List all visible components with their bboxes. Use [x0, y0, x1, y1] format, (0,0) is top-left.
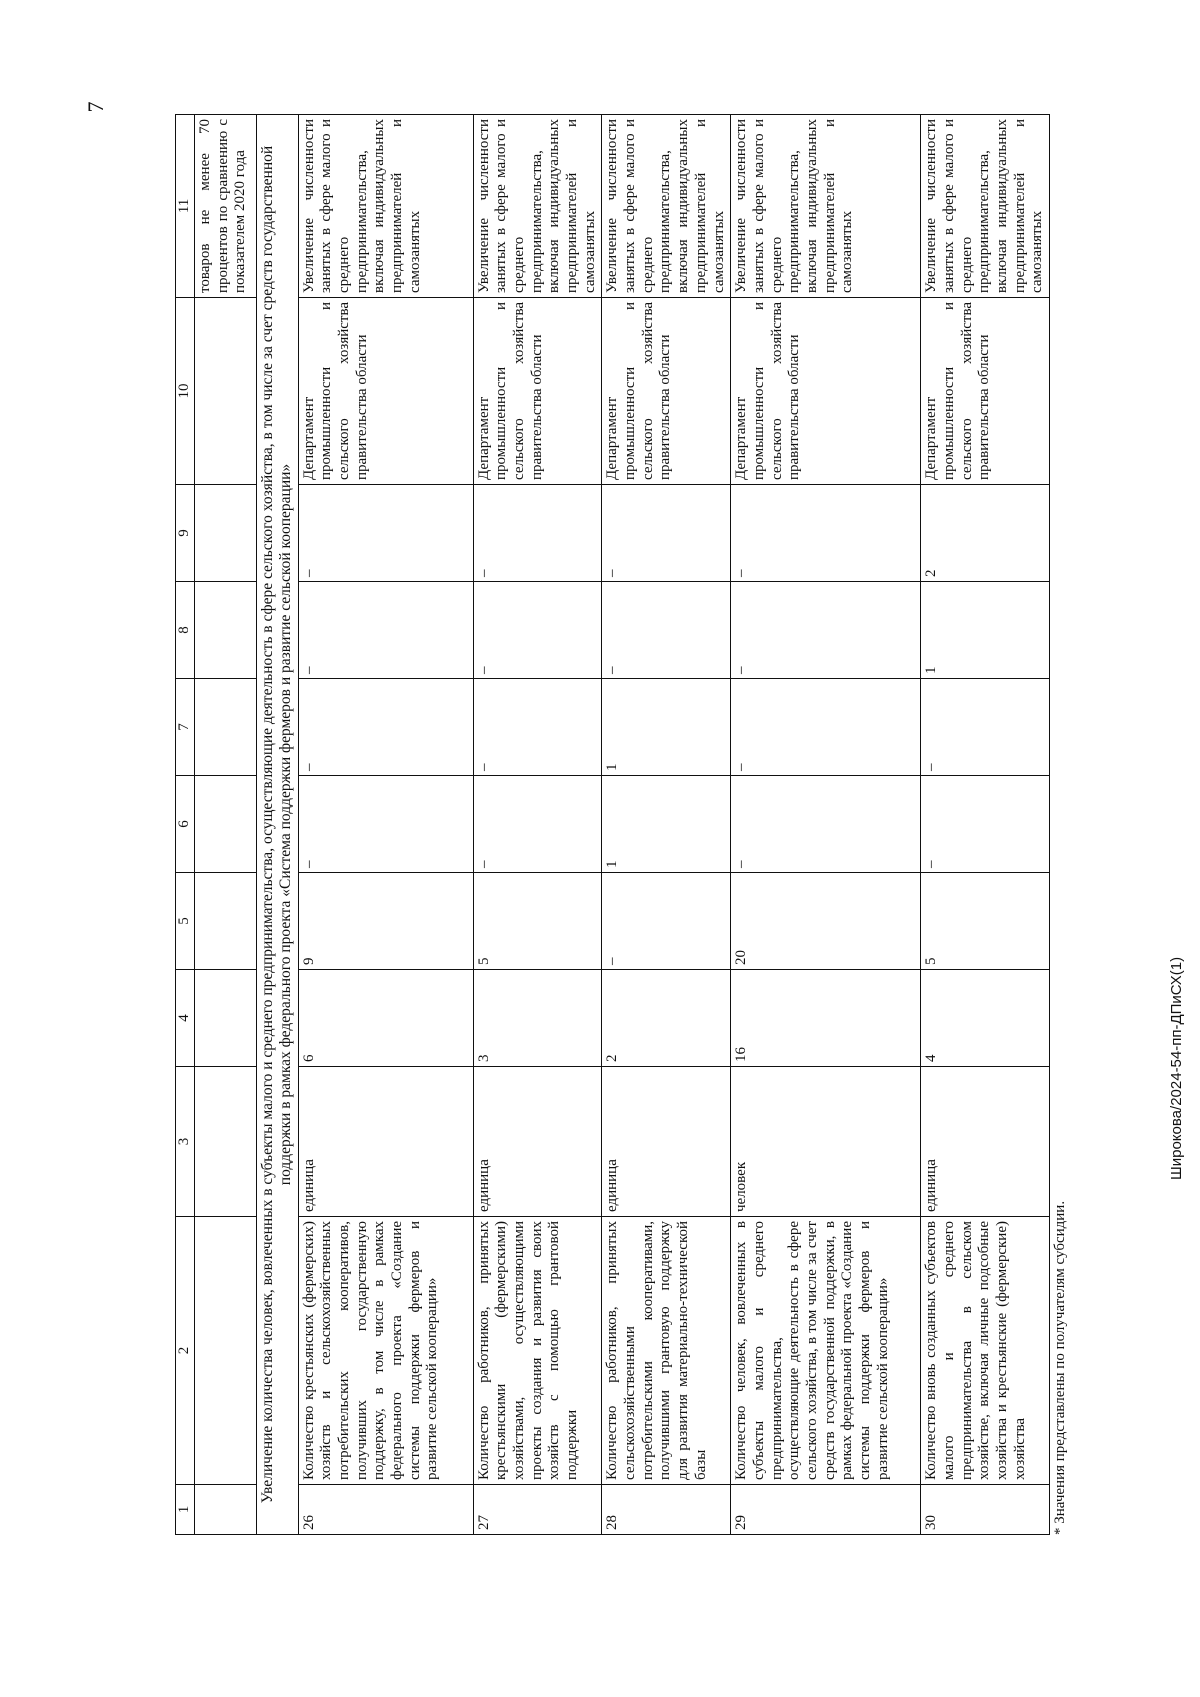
expected-result: Увеличение численности занятых в сфере малого и среднего предпринимательства, включая индивидуальных предпринимателей и самозанятых — [298, 115, 473, 298]
value-col9: – — [298, 485, 473, 582]
value-col5: 20 — [731, 873, 921, 970]
value-col5: 5 — [473, 873, 602, 970]
table-row — [602, 115, 731, 1535]
unit: единица — [602, 1067, 731, 1217]
value-col7: – — [473, 679, 602, 776]
value-col6: – — [921, 776, 1050, 873]
value-col7: – — [731, 679, 921, 776]
value-col6: – — [731, 776, 921, 873]
value-col8: – — [731, 582, 921, 679]
value-col8: – — [602, 582, 731, 679]
rotated-table-area — [175, 115, 1075, 1535]
page-number: 7 — [83, 101, 108, 113]
value-col6: – — [298, 776, 473, 873]
row-number: 26 — [298, 1485, 473, 1535]
value-col7: 1 — [602, 679, 731, 776]
carryover-text: товаров не менее 70 процентов по сравнению с показателем 2020 года — [195, 115, 257, 298]
indicator-name: Количество человек, вовлеченных в субъекты малого и среднего предпринимательства, осуществляющие деятельность в сфере сельского хозяйства, в том числе за счет средств государственной поддержки, в рамках федеральной проекта «Создание системы поддержки фермеров и развитие сельской кооперации» — [731, 1217, 921, 1485]
value-col9: – — [731, 485, 921, 582]
footnote: * Значения представлены по получателям субсидии. — [1052, 1200, 1068, 1535]
section-title-row — [257, 115, 299, 1535]
value-col5: 5 — [921, 873, 1050, 970]
unit: единица — [921, 1067, 1050, 1217]
value-col4: 4 — [921, 970, 1050, 1067]
row-number: 28 — [602, 1485, 731, 1535]
indicators-table — [175, 114, 1050, 1535]
value-col9: – — [473, 485, 602, 582]
col-number: 4 — [176, 970, 195, 1067]
section-title: Увеличение количества человек, вовлеченных в субъекты малого и среднего предпринимательства, осуществляющие деятельность в сфере сельского хозяйства, в том числе за счет средств государственной поддержки в рамках федерального проекта «Система поддержки фермеров и развитие сельской кооперации» — [257, 115, 299, 1535]
value-col4: 16 — [731, 970, 921, 1067]
expected-result: Увеличение численности занятых в сфере малого и среднего предпринимательства, включая индивидуальных предпринимателей и самозанятых — [473, 115, 602, 298]
value-col9: – — [602, 485, 731, 582]
responsible-body: Департамент промышленности и сельского хозяйства правительства области — [731, 298, 921, 485]
table-row — [298, 115, 473, 1535]
col-number: 10 — [176, 298, 195, 485]
value-col5: 9 — [298, 873, 473, 970]
col-number: 2 — [176, 1217, 195, 1485]
value-col7: – — [921, 679, 1050, 776]
table-row — [731, 115, 921, 1535]
row-number: 29 — [731, 1485, 921, 1535]
unit: единица — [298, 1067, 473, 1217]
indicator-name: Количество работников, принятых сельскохозяйственными потребительскими кооперативами, получившими грантовую поддержку для развития материально-технической базы — [602, 1217, 731, 1485]
expected-result: Увеличение численности занятых в сфере малого и среднего предпринимательства, включая индивидуальных предпринимателей и самозанятых — [731, 115, 921, 298]
expected-result: Увеличение численности занятых в сфере малого и среднего предпринимательства, включая индивидуальных предпринимателей и самозанятых — [921, 115, 1050, 298]
indicator-name: Количество крестьянских (фермерских) хозяйств и сельскохозяйственных потребительских кооперативов, получивших государственную поддержку, в том числе в рамках федерального проекта «Создание системы поддержки фермеров и развитие сельской кооперации» — [298, 1217, 473, 1485]
value-col4: 2 — [602, 970, 731, 1067]
value-col7: – — [298, 679, 473, 776]
carryover-row — [195, 115, 257, 1535]
value-col8: – — [473, 582, 602, 679]
unit: человек — [731, 1067, 921, 1217]
unit: единица — [473, 1067, 602, 1217]
value-col6: 1 — [602, 776, 731, 873]
value-col6: – — [473, 776, 602, 873]
col-number: 1 — [176, 1485, 195, 1535]
col-number: 6 — [176, 776, 195, 873]
col-number: 8 — [176, 582, 195, 679]
col-number: 3 — [176, 1067, 195, 1217]
responsible-body: Департамент промышленности и сельского хозяйства правительства области — [602, 298, 731, 485]
value-col8: – — [298, 582, 473, 679]
value-col5: – — [602, 873, 731, 970]
document-code: Широкова/2024-54-пп-ДПиСХ(1) — [1168, 956, 1185, 1180]
responsible-body: Департамент промышленности и сельского хозяйства правительства области — [921, 298, 1050, 485]
responsible-body: Департамент промышленности и сельского хозяйства правительства области — [473, 298, 602, 485]
col-number: 9 — [176, 485, 195, 582]
col-number: 11 — [176, 115, 195, 298]
col-number: 5 — [176, 873, 195, 970]
row-number: 30 — [921, 1485, 1050, 1535]
indicator-name: Количество вновь созданных субъектов малого и среднего предпринимательства в сельском хозяйстве, включая личные подсобные хозяйства и крестьянские (фермерские) хозяйства — [921, 1217, 1050, 1485]
value-col4: 3 — [473, 970, 602, 1067]
indicator-name: Количество работников, принятых крестьянскими (фермерскими) хозяйствами, осуществляющими проекты создания и развития своих хозяйств с помощью грантовой поддержки — [473, 1217, 602, 1485]
responsible-body: Департамент промышленности и сельского хозяйства правительства области — [298, 298, 473, 485]
value-col9: 2 — [921, 485, 1050, 582]
column-number-row — [176, 115, 195, 1535]
expected-result: Увеличение численности занятых в сфере малого и среднего предпринимательства, включая индивидуальных предпринимателей и самозанятых — [602, 115, 731, 298]
value-col8: 1 — [921, 582, 1050, 679]
table-row — [473, 115, 602, 1535]
value-col4: 6 — [298, 970, 473, 1067]
col-number: 7 — [176, 679, 195, 776]
table-row — [921, 115, 1050, 1535]
row-number: 27 — [473, 1485, 602, 1535]
